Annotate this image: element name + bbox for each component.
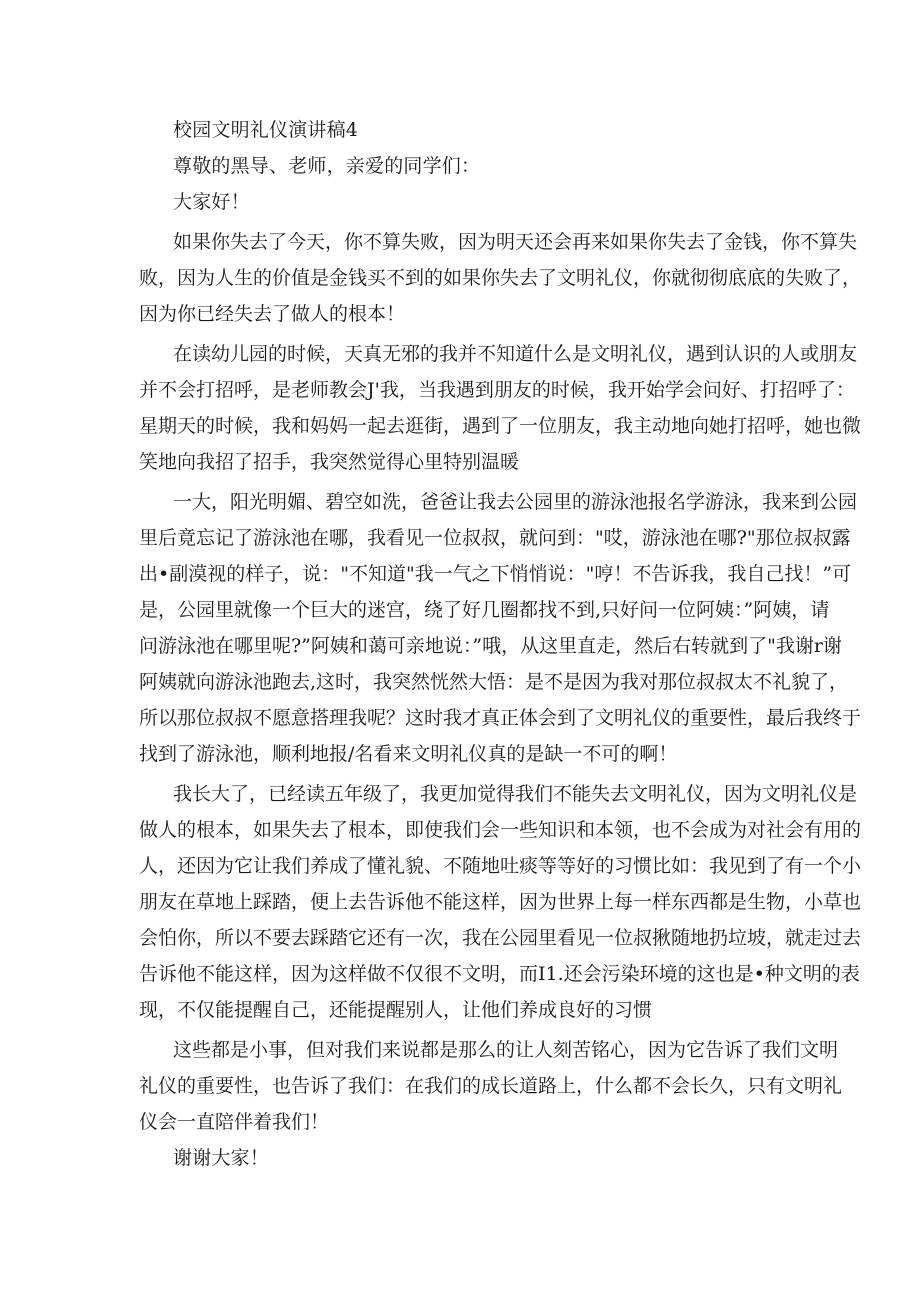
speech-body: [139, 112, 862, 1176]
paragraph-line: 笑地向我招了招手，我突然觉得心里特别温暖: [139, 451, 520, 473]
document-title: 校园文明礼仪演讲稿4: [173, 119, 359, 141]
paragraph-line: 现，不仅能提醒自己，还能提醒别人，让他们养成良好的习惯: [139, 999, 653, 1021]
paragraph-line: 并不会打招呼，是老师教会J'我，当我遇到朋友的时候，我开始学会问好、打招呼了：: [139, 379, 855, 401]
paragraph-line: 我长大了，已经读五年级了，我更加觉得我们不能失去文明礼仪，因为文明礼仪是: [173, 783, 858, 805]
paragraph-line: 阿姨就向游泳池跑去,这时，我突然恍然大悟：是不是因为我对那位叔叔太不礼貌了，: [139, 671, 849, 693]
closing: 谢谢大家！: [173, 1147, 270, 1169]
paragraph-line: 所以那位叔叔不愿意搭理我呢？这时我才真正体会到了文明礼仪的重要性，最后我终于: [139, 707, 862, 729]
paragraph: [139, 484, 862, 772]
paragraph-line: 找到了游泳池，顺利地报/名看来文明礼仪真的是缺一不可的啊！: [139, 743, 678, 765]
paragraph-line: 出•副漠视的样子，说："不知道"我一气之下悄悄说："哼！不告诉我，我自己找！”可: [139, 563, 852, 585]
paragraph-line: 仪会一直陪伴着我们！: [139, 1111, 330, 1133]
salutation: 尊敬的黑导、老师，亲爱的同学们：: [173, 155, 481, 177]
paragraph: [139, 1032, 843, 1140]
paragraph: [139, 336, 862, 480]
paragraph-line: 在读幼儿园的时候，天真无邪的我并不知道什么是文明礼仪，遇到认识的人或朋友: [173, 343, 858, 365]
greeting: 大家好！: [173, 191, 250, 213]
paragraph-line: 这些都是小事，但对我们来说都是那么的让人刻苦铭心，因为它告诉了我们文明: [173, 1039, 839, 1061]
paragraph-line: 人，还因为它让我们养成了懂礼貌、不随地吐痰等等好的习惯比如：我见到了有一个小: [139, 855, 862, 877]
paragraph-line: 会怕你，所以不要去踩踏它还有一次，我在公园里看见一位叔揪随地扔垃坡，就走过去: [139, 927, 862, 949]
paragraph-line: 因为你已经失去了做人的根本！: [139, 303, 406, 325]
paragraph-line: 如果你失去了今天，你不算失败，因为明天还会再来如果你失去了金钱，你不算失: [173, 231, 858, 253]
paragraph-line: 星期天的时候，我和妈妈一起去逛街，遇到了一位朋友，我主动地向她打招呼，她也微: [139, 415, 862, 437]
paragraph-line: 是，公园里就像一个巨大的迷宫，绕了好几圈都找不到,只好问一位阿姨：”阿姨，请: [139, 599, 830, 621]
paragraph-line: 问游泳池在哪里呢?”阿姨和蔼可亲地说：”哦，从这里直走，然后右转就到了"我谢r谢: [139, 635, 842, 657]
paragraph: [139, 224, 862, 332]
paragraph-line: 告诉他不能这样，因为这样做不仅很不文明，而I1.还会污染环境的这也是•种文明的表: [139, 963, 860, 985]
paragraph-line: 朋友在草地上踩踏，便上去告诉他不能这样，因为世界上每一样东西都是生物，小草也: [139, 891, 862, 913]
paragraph-line: 一大，阳光明媚、碧空如洗，爸爸让我去公园里的游泳池报名学游泳，我来到公园: [173, 491, 858, 513]
paragraph: [139, 776, 862, 1028]
paragraph-line: 做人的根本，如果失去了根本，即使我们会一些知识和本领，也不会成为对社会有用的: [139, 819, 862, 841]
paragraph-line: 礼仪的重要性，也告诉了我们：在我们的成长道路上，什么都不会长久，只有文明礼: [139, 1075, 843, 1097]
paragraph-line: 败，因为人生的价值是金钱买不到的如果你失去了文明礼仪，你就彻彻底底的失败了，: [139, 267, 862, 289]
paragraph-line: 里后竟忘记了游泳池在哪，我看见一位叔叔，就问到："哎，游泳池在哪?"那位叔叔露: [139, 527, 851, 549]
paragraphs: [139, 224, 862, 1140]
